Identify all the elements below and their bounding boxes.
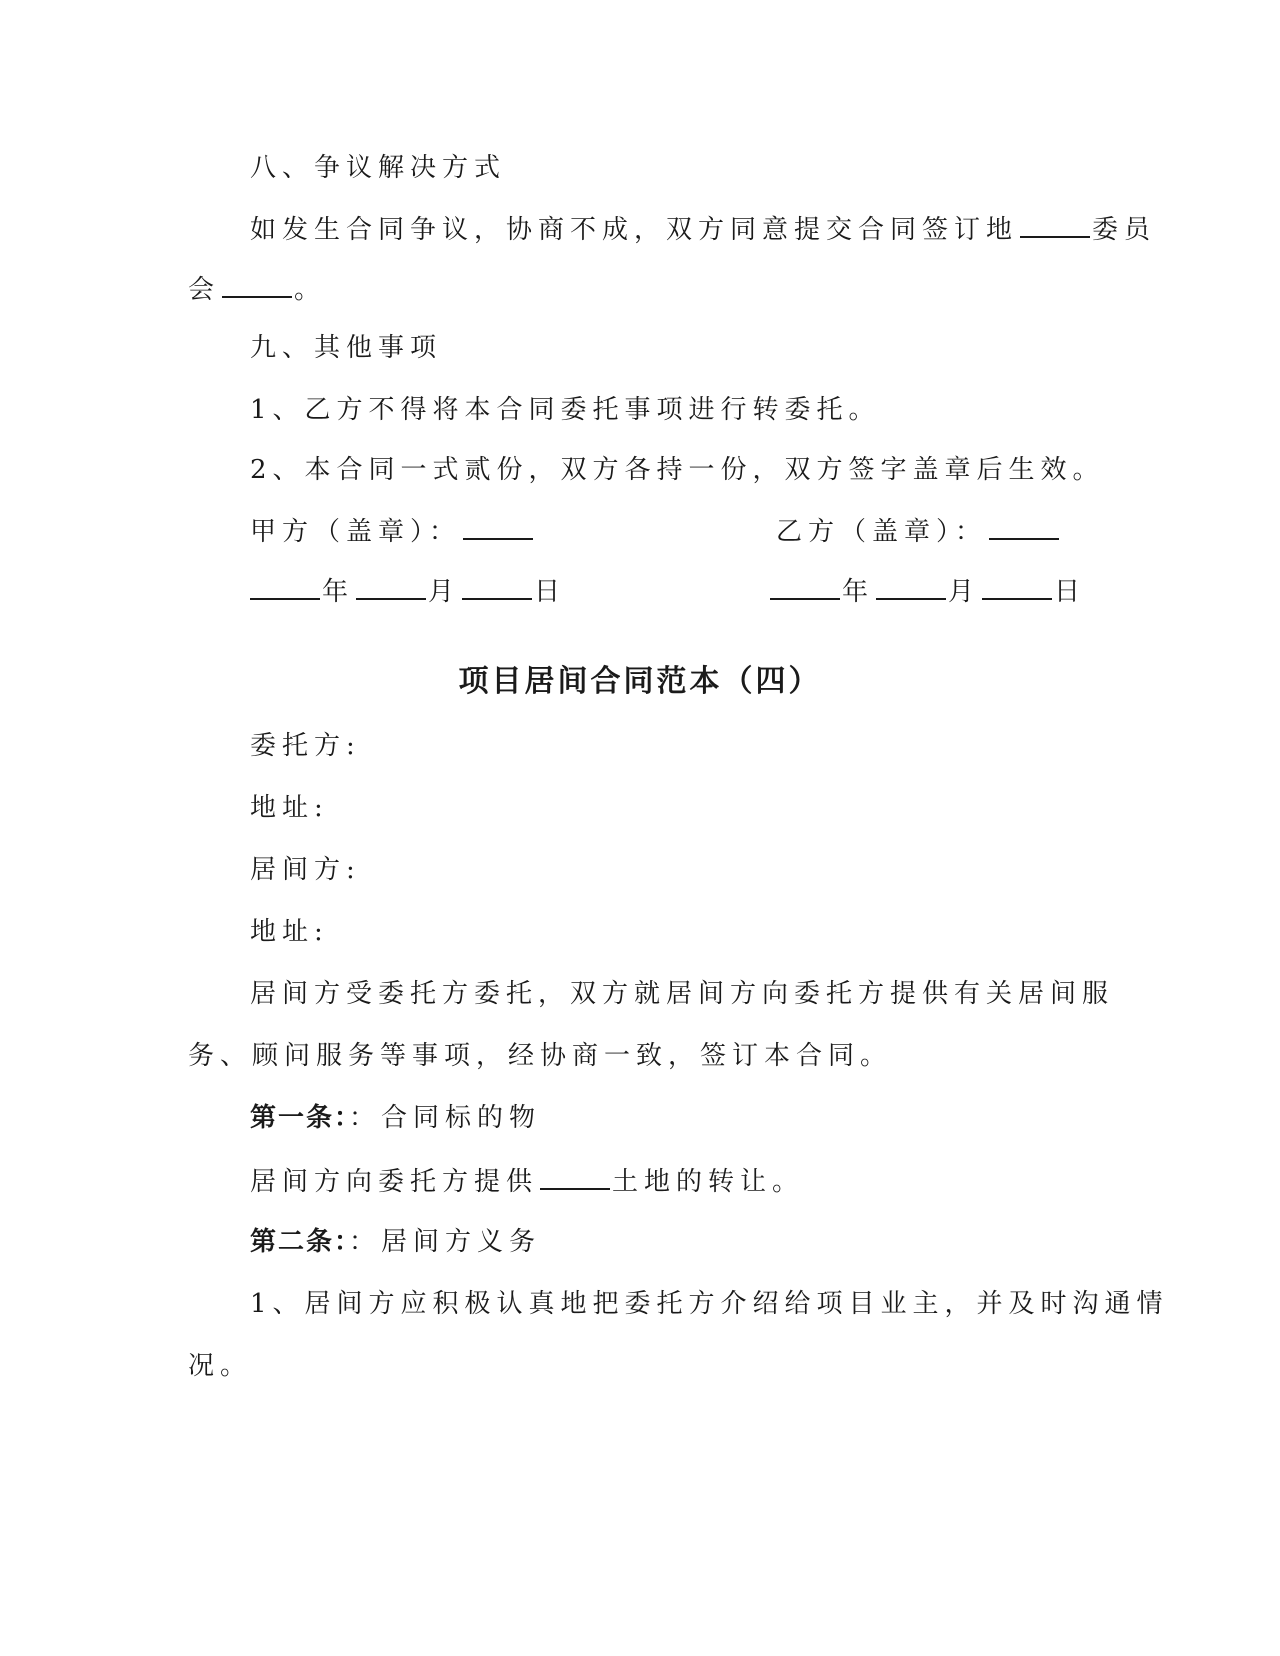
month-label: 月 [428, 577, 461, 607]
blank-field [462, 572, 532, 600]
contract-4-title: 项目居间合同范本（四） [458, 664, 822, 699]
section-9-heading: 九、其他事项 [250, 333, 443, 363]
party-b-label: 乙方（盖章）： [776, 517, 988, 547]
section-8-text-a: 如发生合同争议，协商不成，双方同意提交合同签订地 [250, 215, 1019, 245]
article-1-label: 第一条： [250, 1103, 350, 1133]
party-a-signature [250, 512, 535, 548]
article-1-text [250, 1162, 804, 1198]
article-2-label: 第二条： [250, 1227, 350, 1257]
section-8-text-line2 [188, 270, 326, 306]
client-address-label: 地址: [250, 793, 329, 823]
article-1-title: ：合同标的物 [349, 1103, 542, 1133]
party-a-label: 甲方（盖章）： [250, 517, 462, 547]
blank-field [770, 572, 840, 600]
client-label: 委托方: [250, 731, 361, 761]
broker-address-label: 地址: [250, 917, 329, 947]
party-b-date [768, 572, 1086, 608]
intro-line-2: 务、顾问服务等事项，经协商一致，签订本合同。 [188, 1041, 893, 1071]
blank-field [876, 572, 946, 600]
blank-field [250, 572, 320, 600]
section-9-item-2: 2、本合同一式贰份，双方各持一份，双方签字盖章后生效。 [250, 455, 1105, 485]
section-8-heading: 八、争议解决方式 [250, 153, 507, 183]
year-label: 年 [322, 577, 355, 607]
party-b-signature [776, 512, 1061, 548]
blank-field [1020, 210, 1090, 238]
blank-field [356, 572, 426, 600]
broker-label: 居间方: [250, 855, 361, 885]
blank-field [989, 512, 1059, 540]
article-1-heading [250, 1100, 541, 1136]
section-8-text-b: 委员 [1092, 215, 1157, 245]
article-2-title: ：居间方义务 [349, 1227, 542, 1257]
section-9-item-1: 1、乙方不得将本合同委托事项进行转委托。 [250, 395, 881, 425]
blank-field [222, 270, 292, 298]
party-a-date [248, 572, 566, 608]
section-8-text-c: 会 [188, 275, 221, 305]
intro-line-1: 居间方受委托方委托，双方就居间方向委托方提供有关居间服 [250, 979, 1115, 1009]
section-8-text-d: 。 [294, 275, 327, 305]
article-2-item-1-line2: 况。 [188, 1351, 253, 1381]
day-label: 日 [534, 577, 567, 607]
blank-field [982, 572, 1052, 600]
article-2-heading [250, 1224, 541, 1260]
blank-field [463, 512, 533, 540]
blank-field [540, 1162, 610, 1190]
month-label: 月 [948, 577, 981, 607]
day-label: 日 [1054, 577, 1087, 607]
year-label: 年 [842, 577, 875, 607]
article-1-text-b: 土地的转让。 [612, 1167, 805, 1197]
article-2-item-1-line1: 1、居间方应积极认真地把委托方介绍给项目业主，并及时沟通情 [250, 1289, 1169, 1319]
article-1-text-a: 居间方向委托方提供 [250, 1167, 539, 1197]
section-8-text-line1 [250, 210, 1156, 246]
